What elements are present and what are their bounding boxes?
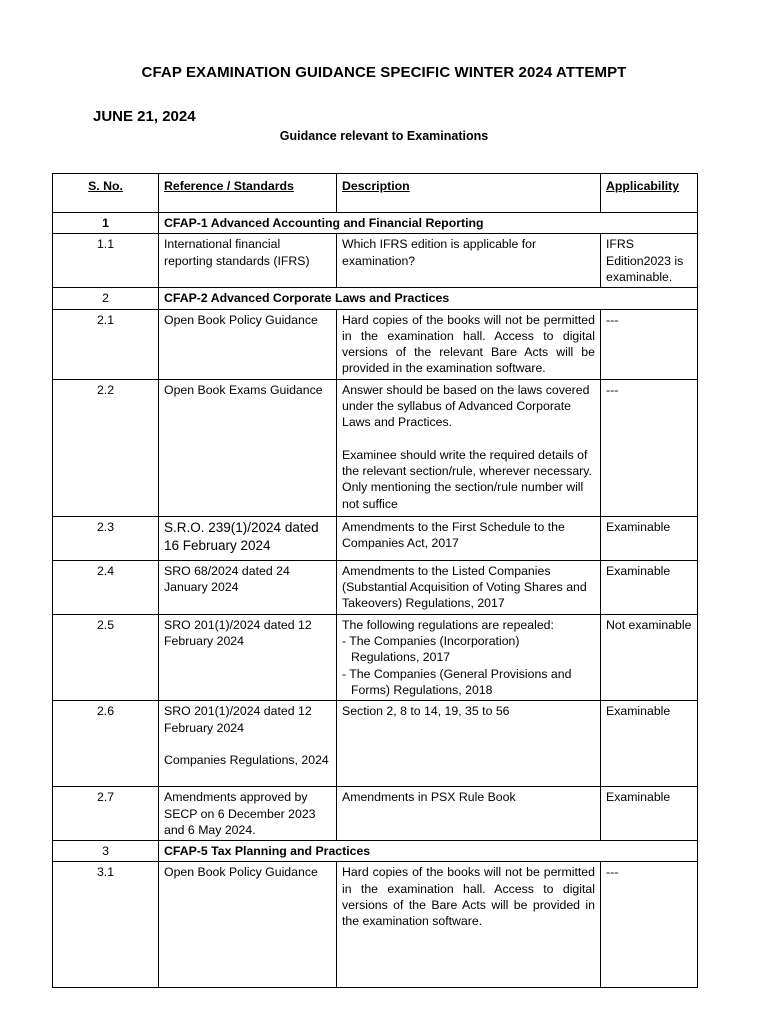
table-row	[53, 614, 698, 700]
table-row	[53, 862, 698, 988]
row-reference: International financial reporting standards (IFRS)	[159, 234, 337, 288]
description-intro: The following regulations are repealed:	[342, 617, 554, 632]
description-paragraph: Answer should be based on the laws covered under the syllabus of Advanced Corporate Laws and Practices.	[342, 382, 590, 430]
row-description: Hard copies of the books will not be permitted in the examination hall. Access to digital versions of the Bare Acts will be provided in the examination software.	[337, 862, 601, 988]
row-reference: SRO 68/2024 dated 24 January 2024	[159, 560, 337, 614]
header-description: Description	[337, 174, 601, 213]
row-description: Hard copies of the books will not be permitted in the examination hall. Access to digital versions of the relevant Bare Acts will be provided in the examination software.	[337, 309, 601, 379]
row-applicability: ---	[601, 309, 698, 379]
section-title: CFAP-2 Advanced Corporate Laws and Practices	[159, 288, 698, 309]
row-applicability: Examinable	[601, 560, 698, 614]
row-no: 2.3	[53, 516, 159, 560]
reference-line: SRO 201(1)/2024 dated 12 February 2024	[164, 704, 312, 735]
row-reference: SRO 201(1)/2024 dated 12 February 2024	[159, 614, 337, 700]
row-reference: Open Book Exams Guidance	[159, 379, 337, 516]
section-no: 3	[53, 841, 159, 862]
header-applicability: Applicability	[601, 174, 698, 213]
row-no: 3.1	[53, 862, 159, 988]
row-no: 2.7	[53, 787, 159, 841]
row-reference: Open Book Policy Guidance	[159, 862, 337, 988]
row-description: Amendments to the First Schedule to the Companies Act, 2017	[337, 516, 601, 560]
description-list-item: - The Companies (Incorporation)	[342, 634, 520, 649]
description-list-item-cont: Regulations, 2017	[351, 650, 451, 665]
section-row	[53, 288, 698, 309]
row-applicability: Examinable	[601, 701, 698, 787]
row-no: 2.2	[53, 379, 159, 516]
table-header-row	[53, 174, 698, 213]
row-applicability: IFRS Edition2023 is examinable.	[601, 234, 698, 288]
document-date: JUNE 21, 2024	[93, 108, 196, 125]
document-title: CFAP EXAMINATION GUIDANCE SPECIFIC WINTER 2024 ATTEMPT	[141, 64, 627, 81]
table-row	[53, 787, 698, 841]
guidance-table	[52, 173, 698, 988]
row-description: Which IFRS edition is applicable for examination?	[337, 234, 601, 288]
row-reference	[159, 701, 337, 787]
row-no: 2.5	[53, 614, 159, 700]
row-description: Amendments to the Listed Companies (Substantial Acquisition of Voting Shares and Takeovers) Regulations, 2017	[337, 560, 601, 614]
table-row	[53, 516, 698, 560]
section-title: CFAP-5 Tax Planning and Practices	[159, 841, 698, 862]
table-row	[53, 560, 698, 614]
section-no: 2	[53, 288, 159, 309]
row-reference: Amendments approved by SECP on 6 December 2023 and 6 May 2024.	[159, 787, 337, 841]
section-title: CFAP-1 Advanced Accounting and Financial Reporting	[159, 213, 698, 234]
description-list-item: - The Companies (General Provisions and	[342, 666, 572, 681]
row-no: 2.1	[53, 309, 159, 379]
row-applicability: Not examinable	[601, 614, 698, 700]
row-applicability: Examinable	[601, 516, 698, 560]
section-row	[53, 841, 698, 862]
row-description: Section 2, 8 to 14, 19, 35 to 56	[337, 701, 601, 787]
row-description	[337, 614, 601, 700]
row-applicability: Examinable	[601, 787, 698, 841]
section-no: 1	[53, 213, 159, 234]
row-no: 1.1	[53, 234, 159, 288]
row-applicability: ---	[601, 862, 698, 988]
description-paragraph: Examinee should write the required details of the relevant section/rule, wherever necessary. Only mentioning the section/rule number will not suffice	[342, 447, 592, 511]
header-sno: S. No.	[53, 174, 159, 213]
row-reference: Open Book Policy Guidance	[159, 309, 337, 379]
header-reference: Reference / Standards	[159, 174, 337, 213]
document-subtitle: Guidance relevant to Examinations	[279, 129, 489, 143]
table-row	[53, 309, 698, 379]
section-row	[53, 213, 698, 234]
table-row	[53, 379, 698, 516]
reference-line: Companies Regulations, 2024	[164, 752, 329, 767]
row-no: 2.4	[53, 560, 159, 614]
table-row	[53, 701, 698, 787]
row-reference: S.R.O. 239(1)/2024 dated 16 February 2024	[159, 516, 337, 560]
row-no: 2.6	[53, 701, 159, 787]
table-row	[53, 234, 698, 288]
row-applicability: ---	[601, 379, 698, 516]
row-description: Amendments in PSX Rule Book	[337, 787, 601, 841]
description-list-item-cont: Forms) Regulations, 2018	[351, 682, 493, 697]
row-description	[337, 379, 601, 516]
